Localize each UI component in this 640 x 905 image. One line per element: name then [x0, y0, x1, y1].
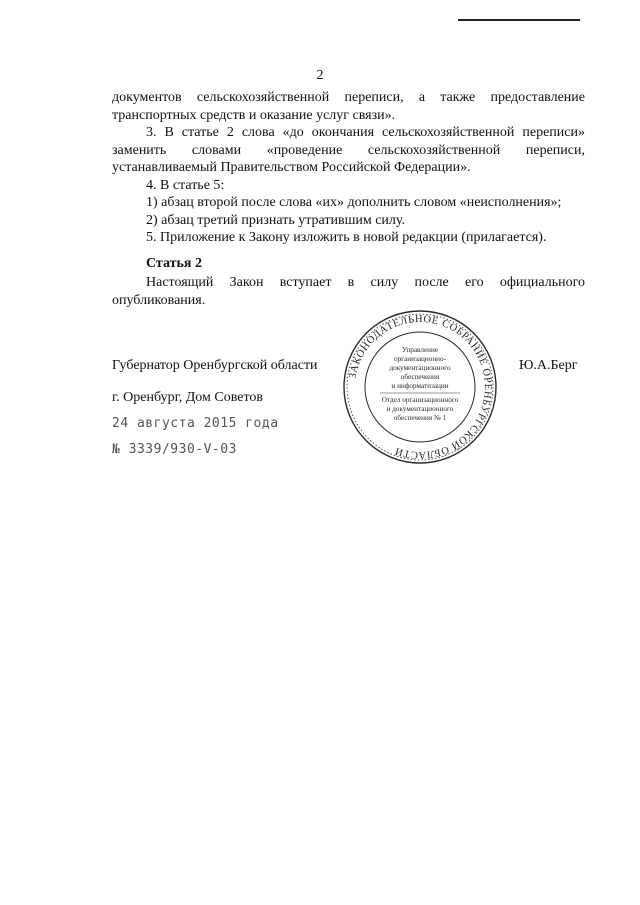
signing-place: г. Оренбург, Дом Советов [112, 390, 263, 405]
seal-inner-line: обеспечения [400, 373, 440, 381]
paragraph-2-line-1: 3. В статье 2 слова «до окончания сельскохозяйственной переписи» [146, 125, 585, 140]
paragraph-6: 5. Приложение к Закону изложить в новой редакции (прилагается). [146, 230, 547, 245]
paragraph-3: 4. В статье 5: [146, 177, 225, 193]
paragraph-4: 1) абзац второй после слова «их» дополнить словом «неисполнения»; [146, 195, 562, 210]
paragraph-2-line-2: заменить словами «проведение сельскохозяйственной переписи, [112, 142, 585, 158]
signatory-title: Губернатор Оренбургской области [112, 358, 318, 373]
header-rule [458, 19, 580, 21]
seal-inner-line: Отдел организационного [381, 396, 459, 404]
paragraph-1-line-1: документов сельскохозяйственной переписи, а также предоставление [112, 90, 585, 105]
seal-inner-line: документационного [389, 364, 451, 372]
seal-inner-line: и информатизации [391, 382, 449, 390]
document-body [112, 89, 585, 247]
article-2-heading: Статья 2 [146, 256, 202, 271]
official-seal-icon [342, 309, 498, 465]
article-2-line-2: опубликования. [112, 292, 206, 308]
registration-number: № 3339/930-V-03 [112, 442, 237, 457]
signatory-name: Ю.А.Берг [519, 358, 578, 373]
seal-inner-line: и документационного [386, 405, 454, 413]
seal-inner-text [382, 346, 459, 422]
seal-inner-line: Управление [401, 346, 439, 354]
article-2-line-1: Настоящий Закон вступает в силу после его официального [146, 275, 585, 290]
article-2-body [112, 274, 585, 309]
page-number: 2 [316, 68, 324, 83]
seal-outer-text: ЗАКОНОДАТЕЛЬНОЕ СОБРАНИЕ ОРЕНБУРГСКОЙ ОБЛАСТИ [347, 313, 494, 461]
paragraph-1-line-2: транспортных средств и оказание услуг связи». [112, 107, 396, 123]
seal-inner-line: организационно- [393, 355, 447, 363]
seal-inner-line: обеспечения № 1 [393, 414, 447, 422]
signing-date: 24 августа 2015 года [112, 416, 279, 431]
paragraph-5: 2) абзац третий признать утратившим силу. [146, 212, 405, 228]
paragraph-2-line-3: устанавливаемый Правительством Российской Федерации». [112, 160, 471, 175]
